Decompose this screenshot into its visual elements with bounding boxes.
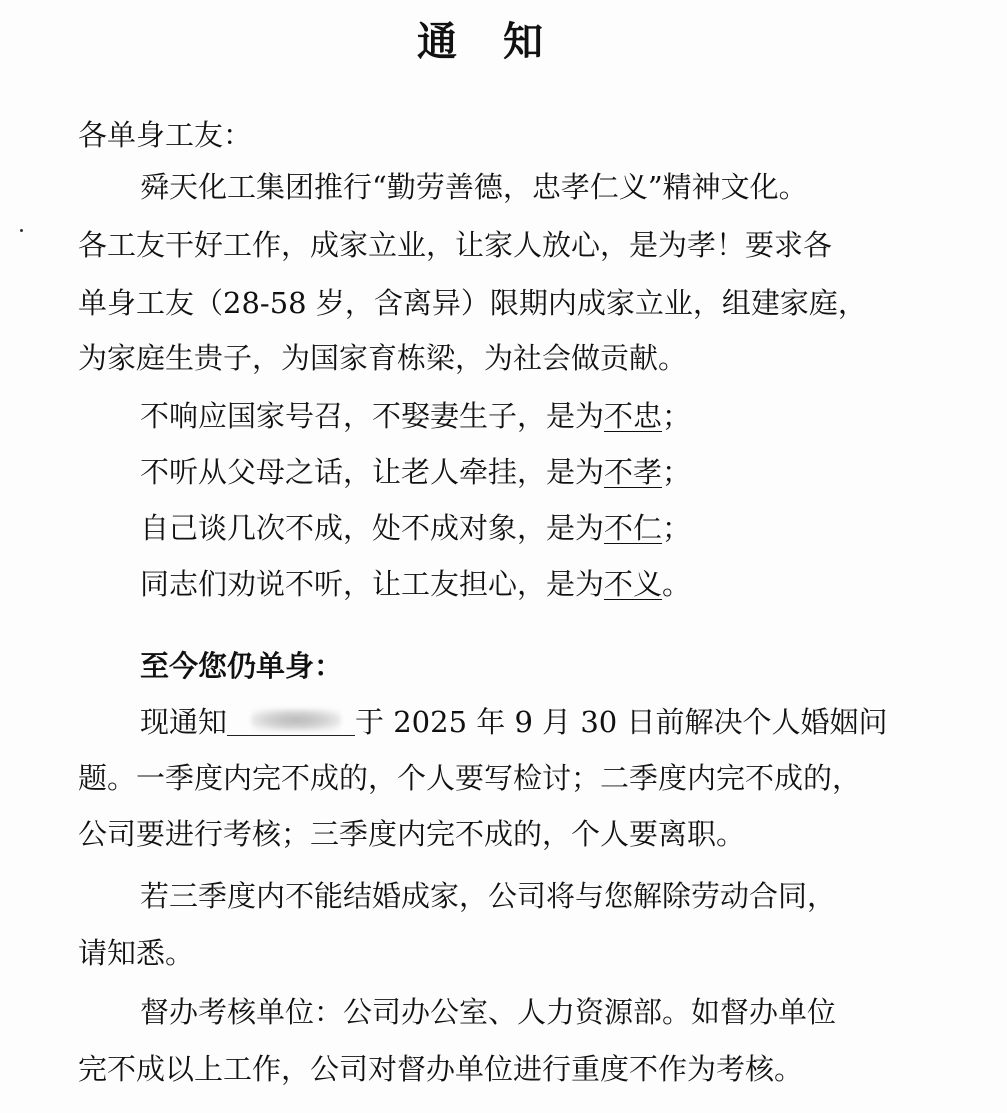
notice-line3: 公司要进行考核；三季度内完不成的，个人要离职。 (78, 817, 746, 851)
supervision-line2: 完不成以上工作，公司对督办单位进行重度不作为考核。 (78, 1052, 804, 1086)
virtue-mark: 不仁 (604, 511, 663, 545)
virtue-mark: 不义 (604, 567, 663, 601)
virtue-text: 不响应国家号召，不娶妻生子，是为 (140, 399, 605, 433)
notice-line1 (140, 702, 887, 742)
para1-line4: 为家庭生贵子，为国家育栋梁，为社会做贡献。 (78, 341, 688, 375)
para1-line2: 各工友干好工作，成家立业，让家人放心，是为孝！要求各 (78, 228, 833, 262)
para1-line3: 单身工友（28-58 岁，含离异）限期内成家立业，组建家庭， (78, 286, 867, 320)
virtue-end: ； (662, 511, 692, 545)
virtue-line-benevolence (140, 508, 691, 548)
para1-line1: 舜天化工集团推行“勤劳善德，忠孝仁义”精神文化。 (140, 170, 808, 204)
contract-line2: 请知悉。 (78, 936, 195, 970)
virtue-text: 同志们劝说不听，让工友担心，是为 (140, 567, 605, 601)
virtue-mark: 不忠 (604, 399, 663, 433)
virtue-end: ； (662, 399, 692, 433)
redacted-name (227, 707, 355, 736)
still-single-heading: 至今您仍单身： (140, 649, 344, 683)
title-char-1: 通 (417, 18, 457, 65)
virtue-line-filial (140, 452, 691, 492)
virtue-end: ； (662, 455, 692, 489)
contract-line1: 若三季度内不能结婚成家，公司将与您解除劳动合同， (140, 879, 837, 913)
virtue-text: 自己谈几次不成，处不成对象，是为 (140, 511, 605, 545)
virtue-end: 。 (662, 567, 692, 601)
salutation: 各单身工友： (78, 118, 253, 152)
notice-prefix: 现通知 (140, 705, 228, 739)
notice-line2: 题。一季度内完不成的，个人要写检讨；二季度内完不成的， (78, 761, 862, 795)
notice-suffix: 于 2025 年 9 月 30 日前解决个人婚姻问 (355, 705, 888, 739)
virtue-text: 不听从父母之话，让老人牵挂，是为 (140, 455, 605, 489)
document-title (0, 12, 960, 72)
scan-speck (20, 229, 23, 232)
virtue-line-righteousness (140, 564, 691, 604)
virtue-line-loyalty (140, 396, 691, 436)
virtue-mark: 不孝 (604, 455, 663, 489)
title-char-2: 知 (503, 18, 543, 65)
redaction-blur (251, 709, 341, 731)
supervision-line1: 督办考核单位：公司办公室、人力资源部。如督办单位 (140, 995, 837, 1029)
